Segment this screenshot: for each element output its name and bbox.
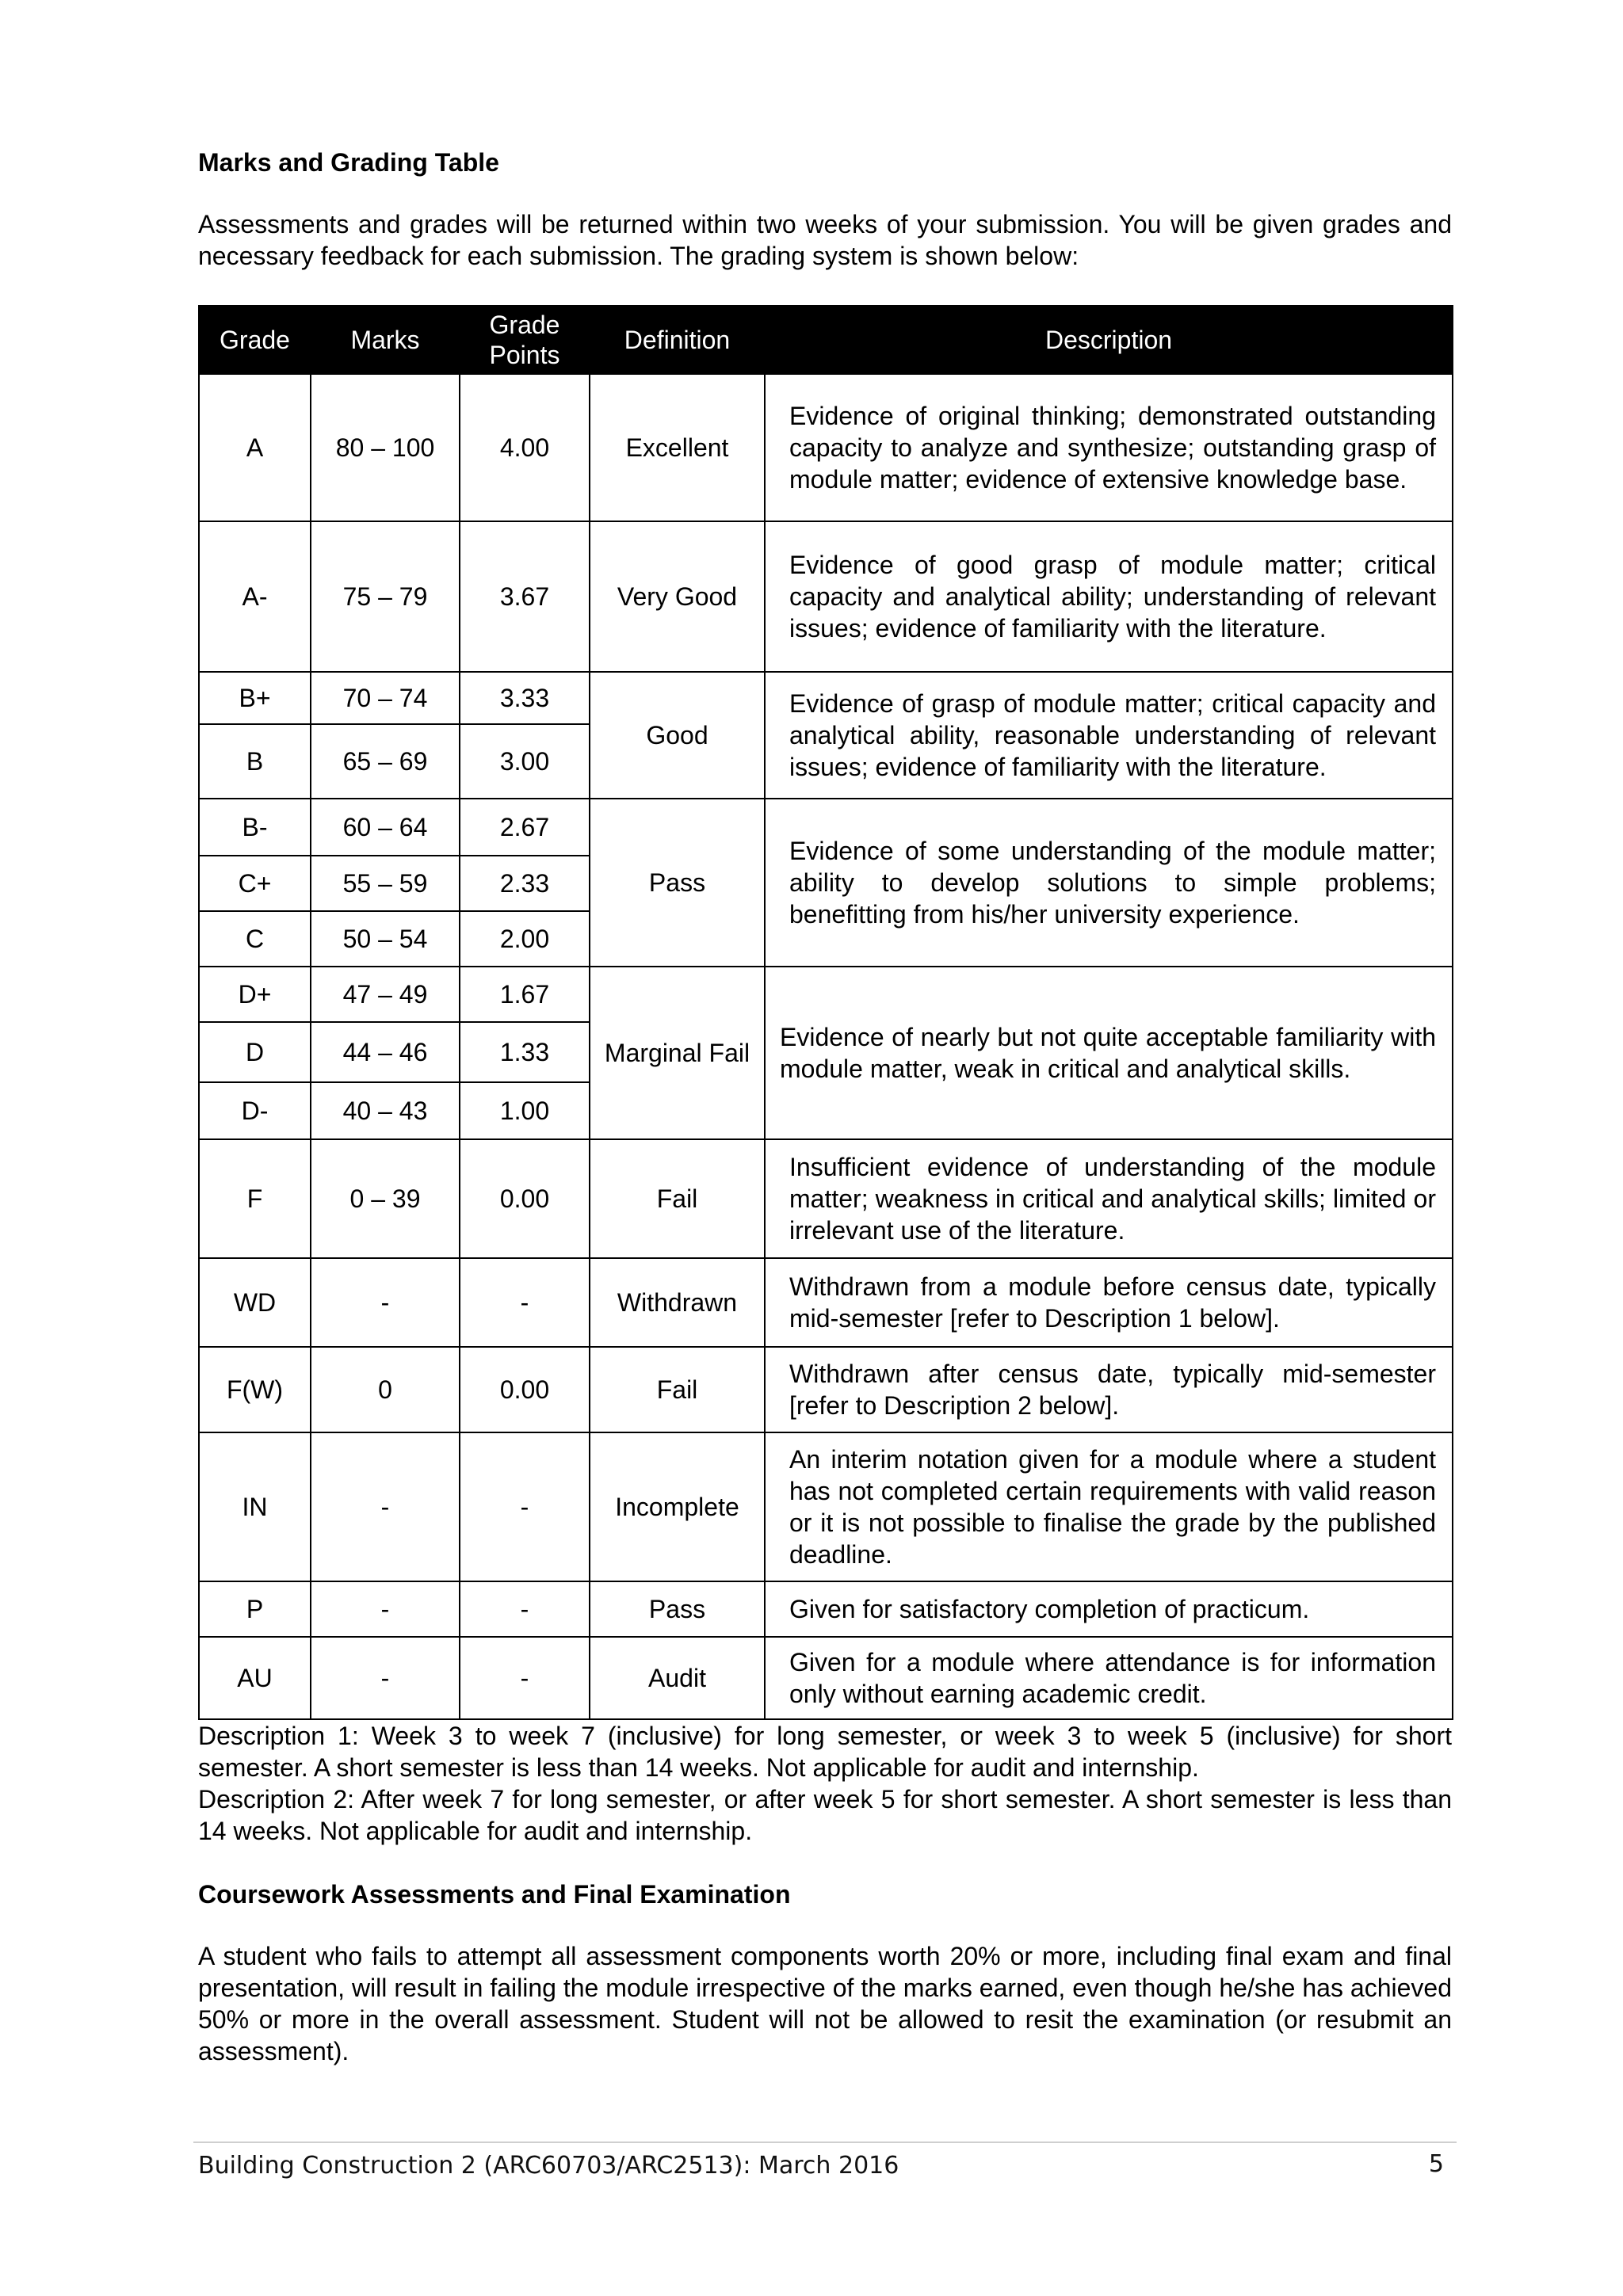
- cell-points: 3.67: [460, 521, 590, 672]
- cell-points: 3.00: [460, 724, 590, 799]
- cell-definition: Pass: [590, 799, 765, 967]
- cell-definition: Marginal Fail: [590, 967, 765, 1139]
- header-definition: Definition: [590, 306, 765, 374]
- grading-table: [198, 305, 1453, 1720]
- header-description: Description: [765, 306, 1453, 374]
- cell-points: 1.67: [460, 967, 590, 1022]
- cell-marks: -: [311, 1432, 460, 1581]
- table-row: [199, 521, 1453, 672]
- page-content: [198, 147, 1452, 2067]
- table-row: [199, 672, 1453, 724]
- cell-points: 1.00: [460, 1082, 590, 1139]
- cell-description: Given for a module where attendance is for information only without earning academic credit.: [765, 1637, 1453, 1719]
- description-1-note: Description 1: Week 3 to week 7 (inclusive) for long semester, or week 3 to week 5 (inclusive) for short semester. A short semester is less than 14 weeks. Not applicable for audit and internship.: [198, 1722, 1452, 1782]
- cell-marks: -: [311, 1637, 460, 1719]
- cell-grade: IN: [199, 1432, 311, 1581]
- cell-definition: Very Good: [590, 521, 765, 672]
- cell-grade: B: [199, 724, 311, 799]
- cell-marks: 0: [311, 1347, 460, 1432]
- table-row: [199, 1432, 1453, 1581]
- section-heading-coursework: Coursework Assessments and Final Examination: [198, 1880, 791, 1909]
- cell-marks: 55 – 59: [311, 856, 460, 911]
- table-row: [199, 1637, 1453, 1719]
- cell-grade: D-: [199, 1082, 311, 1139]
- cell-marks: 60 – 64: [311, 799, 460, 856]
- cell-grade: P: [199, 1581, 311, 1637]
- cell-definition: Good: [590, 672, 765, 799]
- header-grade-points: Grade Points: [460, 306, 590, 374]
- section-heading-grading: Marks and Grading Table: [198, 148, 499, 177]
- cell-description: Evidence of original thinking; demonstrated outstanding capacity to analyze and synthesize; outstanding grasp of module matter; evidence of extensive knowledge base.: [765, 374, 1453, 521]
- cell-marks: 50 – 54: [311, 911, 460, 967]
- cell-marks: 40 – 43: [311, 1082, 460, 1139]
- cell-marks: 70 – 74: [311, 672, 460, 724]
- cell-points: 0.00: [460, 1347, 590, 1432]
- table-row: [199, 1258, 1453, 1347]
- cell-description: Withdrawn after census date, typically mid-semester [refer to Description 2 below].: [765, 1347, 1453, 1432]
- table-notes: [198, 1720, 1452, 1847]
- cell-points: -: [460, 1258, 590, 1347]
- cell-grade: F(W): [199, 1347, 311, 1432]
- cell-marks: 80 – 100: [311, 374, 460, 521]
- coursework-paragraph: A student who fails to attempt all assessment components worth 20% or more, including final exam and final presentation, will result in failing the module irrespective of the marks earned, even though he/she has achieved 50% or more in the overall assessment. Student will not be allowed to resit the examination (or resubmit an assessment).: [198, 1942, 1452, 2065]
- cell-grade: C+: [199, 856, 311, 911]
- cell-grade: A-: [199, 521, 311, 672]
- cell-description: Evidence of good grasp of module matter; critical capacity and analytical ability; understanding of relevant issues; evidence of familiarity with the literature.: [765, 521, 1453, 672]
- cell-grade: D+: [199, 967, 311, 1022]
- cell-marks: 47 – 49: [311, 967, 460, 1022]
- cell-points: 1.33: [460, 1022, 590, 1082]
- cell-grade: AU: [199, 1637, 311, 1719]
- cell-definition: Fail: [590, 1139, 765, 1258]
- cell-description: Evidence of nearly but not quite acceptable familiarity with module matter, weak in critical and analytical skills.: [765, 967, 1453, 1139]
- cell-points: -: [460, 1637, 590, 1719]
- cell-definition: Audit: [590, 1637, 765, 1719]
- cell-grade: B+: [199, 672, 311, 724]
- cell-description: Insufficient evidence of understanding of the module matter; weakness in critical and analytical skills; limited or irrelevant use of the literature.: [765, 1139, 1453, 1258]
- cell-definition: Excellent: [590, 374, 765, 521]
- header-marks: Marks: [311, 306, 460, 374]
- cell-description: Evidence of grasp of module matter; critical capacity and analytical ability, reasonable understanding of relevant issues; evidence of familiarity with the literature.: [765, 672, 1453, 799]
- cell-points: -: [460, 1581, 590, 1637]
- cell-description: An interim notation given for a module where a student has not completed certain requirements with valid reason or it is not possible to finalise the grade by the published deadline.: [765, 1432, 1453, 1581]
- header-grade: Grade: [199, 306, 311, 374]
- table-row: [199, 967, 1453, 1022]
- cell-grade: F: [199, 1139, 311, 1258]
- table-row: [199, 374, 1453, 521]
- cell-definition: Fail: [590, 1347, 765, 1432]
- cell-description: Evidence of some understanding of the module matter; ability to develop solutions to simple problems; benefitting from his/her university experience.: [765, 799, 1453, 967]
- cell-definition: Incomplete: [590, 1432, 765, 1581]
- cell-grade: B-: [199, 799, 311, 856]
- cell-marks: 75 – 79: [311, 521, 460, 672]
- page-number: 5: [1428, 2150, 1444, 2178]
- cell-points: 3.33: [460, 672, 590, 724]
- cell-definition: Withdrawn: [590, 1258, 765, 1347]
- footer-divider: [193, 2142, 1457, 2143]
- cell-description: Withdrawn from a module before census date, typically mid-semester [refer to Description 1 below].: [765, 1258, 1453, 1347]
- cell-points: 2.00: [460, 911, 590, 967]
- cell-marks: 0 – 39: [311, 1139, 460, 1258]
- cell-grade: D: [199, 1022, 311, 1082]
- cell-grade: A: [199, 374, 311, 521]
- cell-points: 2.33: [460, 856, 590, 911]
- intro-paragraph: Assessments and grades will be returned within two weeks of your submission. You will be given grades and necessary feedback for each submission. The grading system is shown below:: [198, 210, 1452, 270]
- table-row: [199, 1139, 1453, 1258]
- cell-marks: -: [311, 1581, 460, 1637]
- cell-points: 4.00: [460, 374, 590, 521]
- cell-grade: WD: [199, 1258, 311, 1347]
- cell-description: Given for satisfactory completion of practicum.: [765, 1581, 1453, 1637]
- cell-marks: 44 – 46: [311, 1022, 460, 1082]
- footer-title: Building Construction 2 (ARC60703/ARC2513): March 2016: [198, 2152, 899, 2180]
- table-row: [199, 1581, 1453, 1637]
- cell-marks: 65 – 69: [311, 724, 460, 799]
- cell-points: -: [460, 1432, 590, 1581]
- cell-points: 0.00: [460, 1139, 590, 1258]
- table-row: [199, 799, 1453, 856]
- cell-definition: Pass: [590, 1581, 765, 1637]
- cell-grade: C: [199, 911, 311, 967]
- cell-points: 2.67: [460, 799, 590, 856]
- table-row: [199, 1347, 1453, 1432]
- cell-marks: -: [311, 1258, 460, 1347]
- table-header-row: [199, 306, 1453, 374]
- description-2-note: Description 2: After week 7 for long semester, or after week 5 for short semester. A short semester is less than 14 weeks. Not applicable for audit and internship.: [198, 1785, 1452, 1845]
